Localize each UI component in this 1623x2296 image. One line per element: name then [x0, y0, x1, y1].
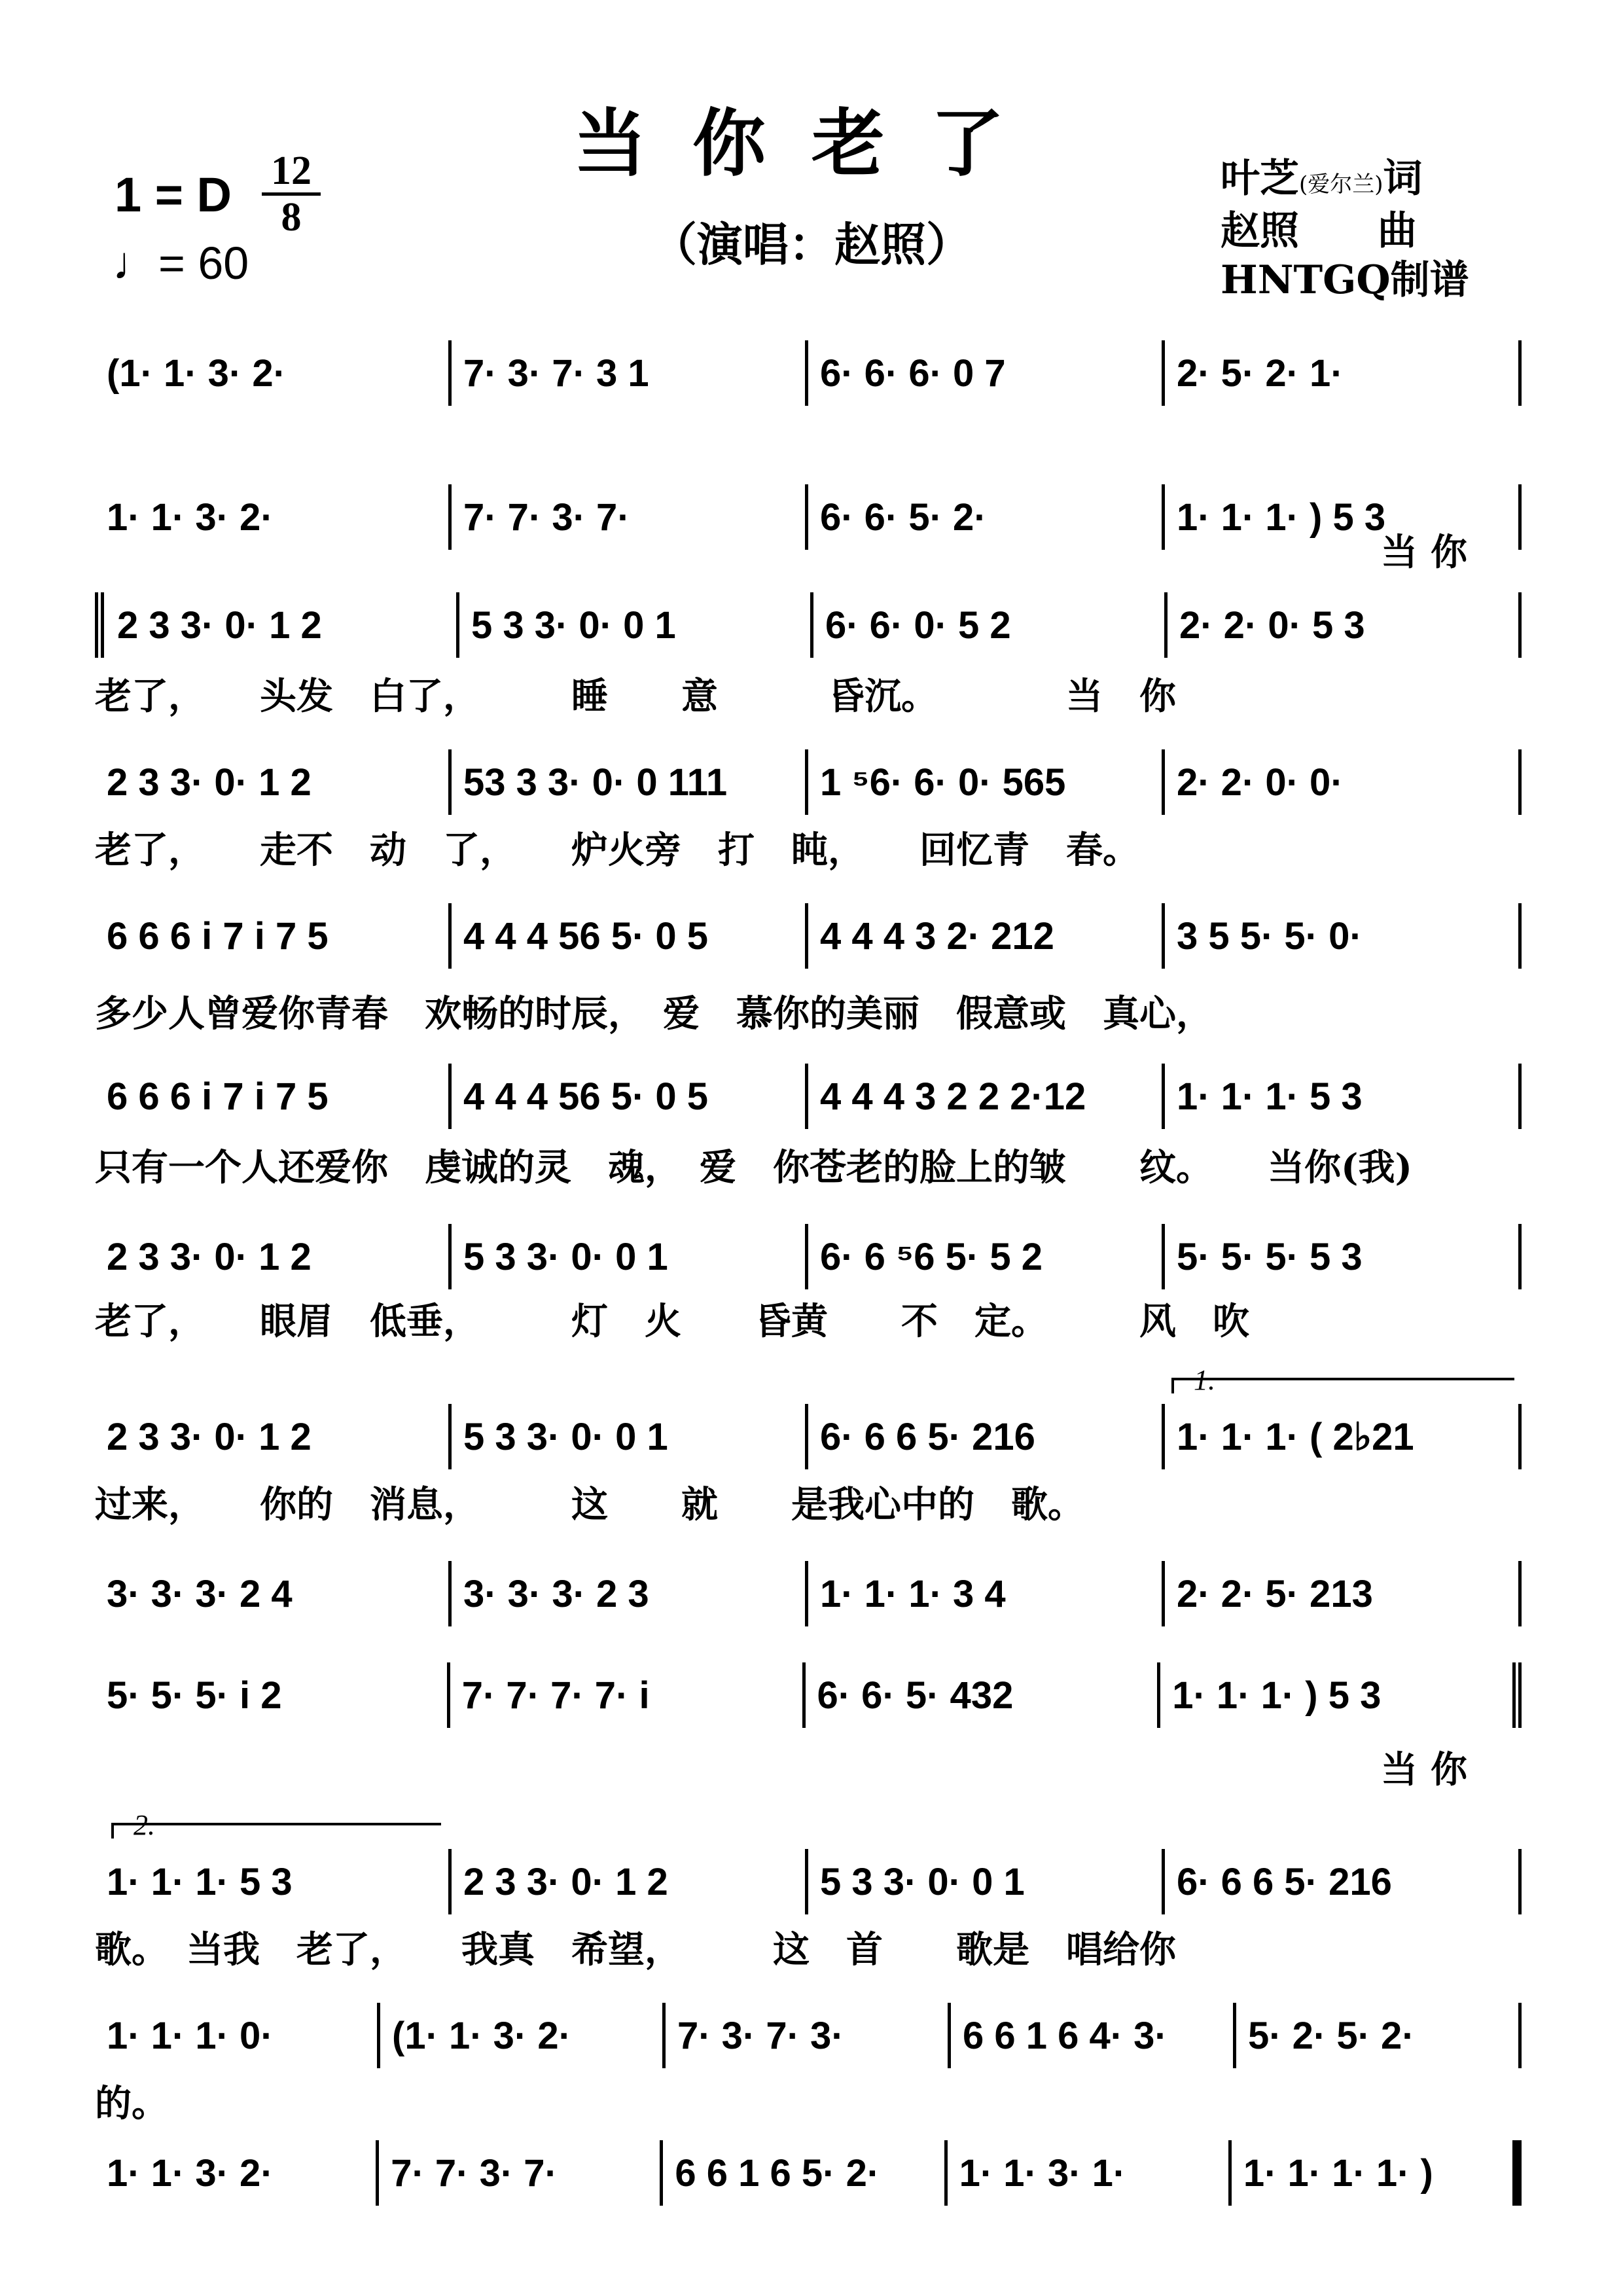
measure: 7· 7· 7· 7· i: [450, 1662, 806, 1728]
measure: 7· 7· 3· 7·: [452, 484, 808, 550]
volta-bracket: [1171, 1364, 1514, 1396]
measure: 2 3 3· 0· 1 2: [95, 1224, 452, 1289]
lyricist-role: 词: [1383, 156, 1423, 202]
singer-line: （演唱：赵照）: [651, 217, 972, 272]
measure: 4 4 4 56 5· 0 5: [452, 1064, 808, 1129]
measure: 1 ⁵6· 6· 0· 565: [808, 749, 1165, 815]
volta-number: 1.: [1194, 1364, 1215, 1396]
measure: 6· 6· 0· 5 2: [813, 592, 1168, 658]
staff-line: [95, 340, 1522, 406]
transcriber-credit: HNTGQ制谱: [1221, 257, 1469, 303]
volta-bracket: [111, 1809, 441, 1841]
key-signature: 1 = D: [115, 168, 232, 222]
staff-line: [95, 2140, 1522, 2206]
lyric-line: 老了， 头发 白了， 睡 意 昏沉。 当 你: [95, 675, 1176, 718]
song-title: 当你老了: [573, 101, 1050, 187]
lyric-line: 老了， 走不 动 了， 炉火旁 打 盹， 回忆青 春。: [95, 829, 1139, 872]
measure: 6· 6 6 5· 216: [1165, 1849, 1522, 1914]
lyric-line: 当你: [1381, 531, 1480, 574]
measure: 4 4 4 3 2· 212: [808, 903, 1165, 969]
lyricist-origin: (爱尔兰): [1299, 171, 1383, 198]
measure: 7· 3· 7· 3·: [666, 2003, 951, 2068]
lyric-line: 歌。 当我 老了， 我真 希望， 这 首 歌是 唱给你: [95, 1928, 1176, 1971]
measure: 1· 1· 3· 1·: [948, 2140, 1232, 2206]
measure: 2 3 3· 0· 1 2: [452, 1849, 808, 1914]
measure: 53 3 3· 0· 0 111: [452, 749, 808, 815]
staff-line: [95, 1064, 1522, 1129]
lyric-line: 老了， 眼眉 低垂， 灯 火 昏黄 不 定。 风 吹: [95, 1300, 1249, 1343]
meter-denominator: 8: [281, 195, 302, 240]
measure: 1· 1· 1· 5 3: [1165, 1064, 1522, 1129]
measure: 2· 2· 5· 213: [1165, 1561, 1522, 1626]
lyricist-credit: [1221, 147, 1423, 204]
measure: 6· 6· 5· 2·: [808, 484, 1165, 550]
measure: 6· 6 6 5· 216: [808, 1404, 1165, 1469]
measure: 4 4 4 56 5· 0 5: [452, 903, 808, 969]
lyric-line: 多少人曾爱你青春 欢畅的时辰， 爱 慕你的美丽 假意或 真心，: [95, 992, 1213, 1035]
staff-line: [95, 2003, 1522, 2068]
measure: 1· 1· 3· 2·: [95, 2140, 379, 2206]
measure: 1· 1· 1· 5 3: [95, 1849, 452, 1914]
measure: 5 3 3· 0· 0 1: [452, 1224, 808, 1289]
measure: 1· 1· 1· ( 2♭21: [1165, 1404, 1522, 1469]
measure: 6 6 1 6 5· 2·: [663, 2140, 947, 2206]
lyric-line: 的。: [95, 2082, 168, 2125]
staff-line: [95, 903, 1522, 969]
measure: 2· 2· 0· 5 3: [1168, 592, 1522, 658]
measure: 1· 1· 3· 2·: [95, 484, 452, 550]
measure: 5 3 3· 0· 0 1: [452, 1404, 808, 1469]
measure: 3· 3· 3· 2 3: [452, 1561, 808, 1626]
lyric-line: 过来， 你的 消息， 这 就 是我心中的 歌。: [95, 1483, 1084, 1526]
measure: 5 3 3· 0· 0 1: [459, 592, 813, 658]
measure: 2 3 3· 0· 1 2: [95, 1404, 452, 1469]
lyricist-name: 叶芝: [1221, 156, 1299, 202]
staff-line: [95, 749, 1522, 815]
measure: 6· 6 ⁵6 5· 5 2: [808, 1224, 1165, 1289]
staff-line: [95, 1224, 1522, 1289]
measure: 3 5 5· 5· 0·: [1165, 903, 1522, 969]
measure: 6 6 6 i 7 i 7 5: [95, 903, 452, 969]
measure: 5· 5· 5· 5 3: [1165, 1224, 1522, 1289]
measure: 5 3 3· 0· 0 1: [808, 1849, 1165, 1914]
volta-number: 2.: [134, 1809, 155, 1841]
measure: 7· 3· 7· 3 1: [452, 340, 808, 406]
tempo-marking: ♩= 60: [113, 238, 249, 289]
measure: (1· 1· 3· 2·: [95, 340, 452, 406]
measure: 4 4 4 3 2 2 2·12: [808, 1064, 1165, 1129]
staff-line: [95, 1404, 1522, 1469]
measure: (1· 1· 3· 2·: [380, 2003, 666, 2068]
lyric-line: 只有一个人还爱你 虔诚的灵 魂， 爱 你苍老的脸上的皱 纹。 当你(我): [95, 1146, 1412, 1189]
lyric-line: 当你: [1381, 1748, 1480, 1791]
measure: 5· 2· 5· 2·: [1236, 2003, 1522, 2068]
measure: 5· 5· 5· i 2: [95, 1662, 450, 1728]
measure: 1· 1· 1· 1· ): [1232, 2140, 1522, 2206]
measure: 1· 1· 1· 0·: [95, 2003, 380, 2068]
measure: 2· 2· 0· 0·: [1165, 749, 1522, 815]
staff-line: [95, 1561, 1522, 1626]
measure: 6· 6· 6· 0 7: [808, 340, 1165, 406]
staff-line: [95, 1662, 1522, 1728]
measure: 1· 1· 1· ) 5 3: [1165, 484, 1522, 550]
measure: 6· 6· 5· 432: [806, 1662, 1161, 1728]
measure: 6 6 1 6 4· 3·: [951, 2003, 1236, 2068]
measure: 2· 5· 2· 1·: [1165, 340, 1522, 406]
staff-line: [95, 484, 1522, 550]
staff-line: [95, 592, 1522, 658]
measure: 6 6 6 i 7 i 7 5: [95, 1064, 452, 1129]
time-signature: [262, 149, 321, 239]
meter-numerator: 12: [262, 149, 321, 196]
measure: 2 3 3· 0· 1 2: [95, 592, 459, 658]
measure: 1· 1· 1· 3 4: [808, 1561, 1165, 1626]
measure: 1· 1· 1· ) 5 3: [1160, 1662, 1522, 1728]
composer-credit: 赵照 曲: [1221, 208, 1417, 254]
measure: 2 3 3· 0· 1 2: [95, 749, 452, 815]
staff-line: [95, 1849, 1522, 1914]
measure: 3· 3· 3· 2 4: [95, 1561, 452, 1626]
measure: 7· 7· 3· 7·: [379, 2140, 663, 2206]
